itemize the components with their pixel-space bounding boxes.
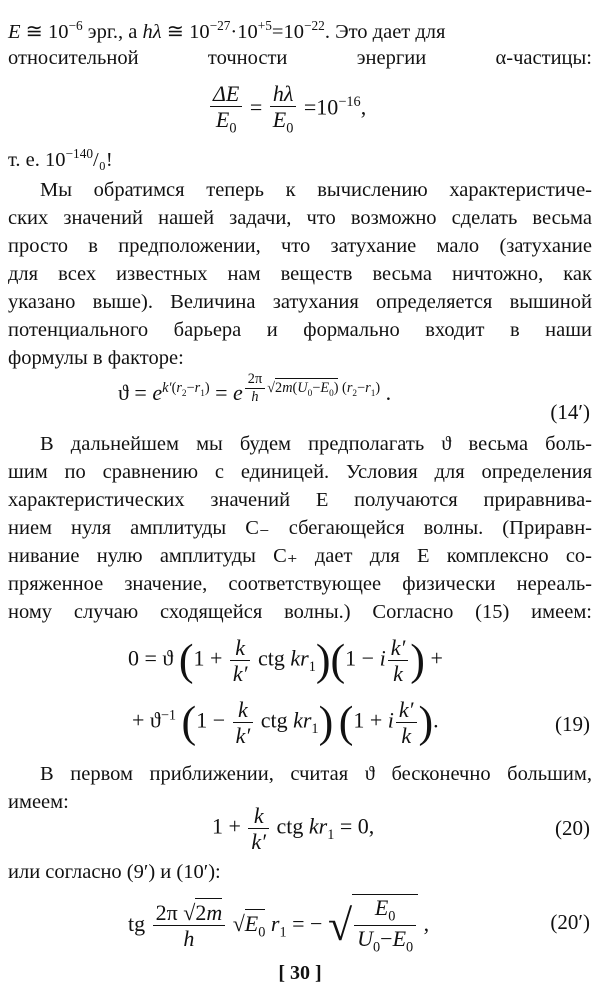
exponent: −6 (68, 18, 83, 33)
text-line: нивание нулю амплитуды C₊ дает для E комплексно со- (8, 545, 592, 567)
text-line: ному случаю сходящейся волны.) Согласно (15) имеем: (8, 601, 592, 623)
fraction-h-lambda: $\frac{h\lambda}{E_0}$ (270, 82, 297, 136)
symbol-h-lambda: hλ (142, 20, 162, 43)
tail-text: . Это дает для (324, 20, 446, 43)
text-line: Мы обратимся теперь к вычислению характеристиче- (40, 179, 592, 201)
text-line: формулы в факторе: (8, 347, 184, 369)
text-line: В первом приближении, считая ϑ бесконечно большим, (40, 763, 592, 785)
text-line: просто в предположении, что затухание мало (затухание (8, 235, 592, 257)
text-line: для всех известных нам веществ весьма ничтожно, как (8, 263, 592, 285)
text-line: шим по сравнению с единицей. Условия для определения (8, 461, 592, 483)
equation-20: 1 + $\frac{k}{k'}$ ctg $kr_1 = 0$, (212, 803, 375, 855)
ten: 10 (47, 20, 69, 43)
exponent: −22 (303, 18, 325, 33)
equation-number: (20′) (550, 910, 590, 934)
text-line-te (8, 140, 592, 174)
ten: 10 (189, 20, 210, 43)
text-line: нием нуля амплитуды C₋ сбегающейся волны. (Приравн- (8, 517, 592, 539)
text-line: характеристических значений E получаются приравнива- (8, 489, 592, 511)
text-line: пряженное значение, соответствующее физически нереаль- (8, 573, 592, 595)
equation-number: (14′) (550, 400, 590, 424)
times-ten: ·10 (230, 20, 258, 43)
text-line: указано выше). Величина затухания определяется вышиной (8, 291, 592, 313)
text-line-top (8, 12, 592, 46)
approx-sign: ≅ (166, 20, 184, 43)
equals-ten: =10 (303, 94, 339, 120)
text-line: относительной точности энергии α-частицы: (8, 47, 592, 69)
percent-text: /₀! (93, 148, 113, 171)
equation-19-line1: 0 = ϑ (1 + $\frac{k}{k'}$ ctg $kr_1)(1 - i$ $\frac{k'}{k}$ ) + (128, 635, 443, 687)
text-line: В дальнейшем мы будем предполагать ϑ весьма боль- (40, 433, 592, 455)
exponent: −16 (338, 93, 361, 110)
exponent: −140 (65, 146, 94, 161)
equals-ten: =10 (271, 20, 304, 43)
equation-14prime: $ϑ = e^{k'(r_2-r_1)} = e$ $^{\frac{2\pi}{h} √2m(U_0-E_0) (r_2-r_1)}$ . (118, 371, 392, 406)
text-line: потенциального барьера и формально входит в наши (8, 319, 592, 341)
erg-text: эрг., а (87, 20, 138, 43)
approx-sign: ≅ (25, 20, 43, 43)
te-text: т. е. 10 (8, 148, 66, 171)
text-line: ских значений нашей задачи, что возможно сделать весьма (8, 207, 592, 229)
text-line: или согласно (9′) и (10′): (8, 861, 221, 883)
exponent: −27 (209, 18, 231, 33)
text-line: имеем: (8, 791, 69, 813)
fraction-delta-e: $\frac{\Delta E}{E_0}$ (210, 82, 242, 136)
page-number: [ 30 ] (278, 962, 322, 984)
equation-number: (19) (555, 712, 590, 736)
exponent: +5 (257, 18, 272, 33)
equation-precision: $\frac{\Delta E}{E_0}$ = $\frac{h\lambda}{E_0}$ $=10^{-16}$, (208, 82, 366, 136)
equation-number: (20) (555, 816, 590, 840)
equation-19-line2: + $ϑ^{-1}$ (1 − $\frac{k}{k'}$ ctg $kr_1$) (1 + i $\frac{k'}{k}$ ). (132, 697, 439, 749)
equation-20prime: tg $\frac{2\pi √2m}{h}$ $√E_0$ $r_1$ = − √ $\frac{E_0}{U_0-E_0}$ , (128, 895, 430, 956)
symbol-E: E (8, 20, 21, 43)
